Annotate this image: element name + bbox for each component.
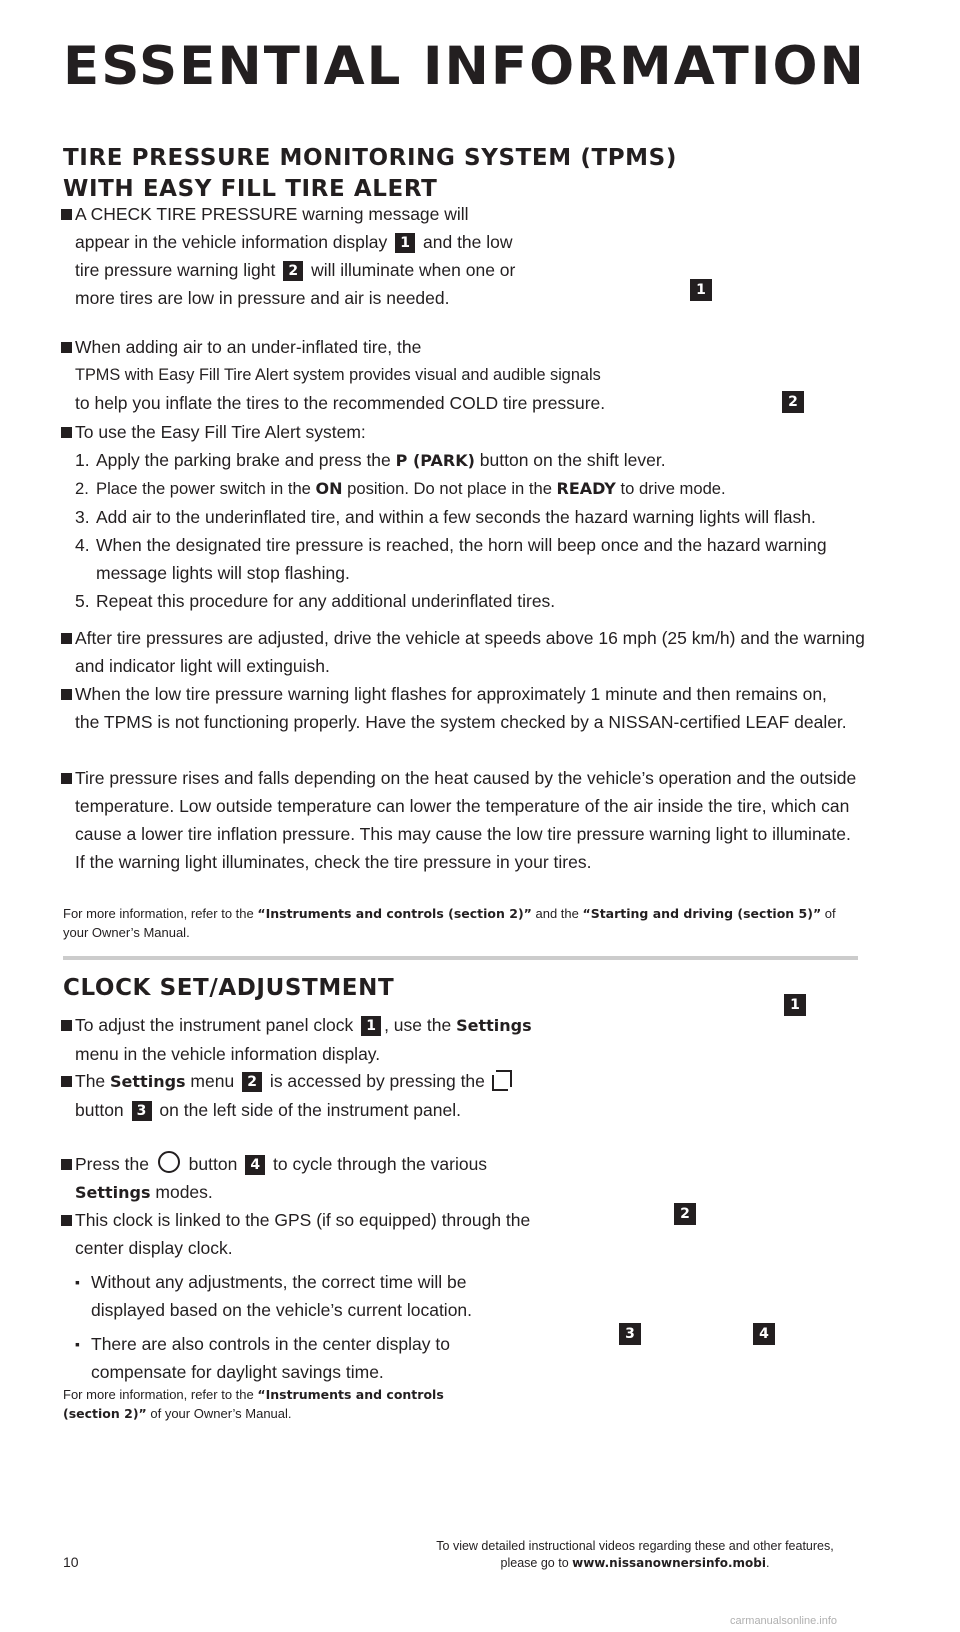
tpms-bullet-after-adjust: After tire pressures are adjusted, drive the vehicle at speeds above 16 mph (25 km/h) and the warning and indicator light will extinguish. — [75, 624, 865, 680]
tpms-bullet-warning-message — [75, 200, 525, 312]
step-number: 1. — [75, 450, 90, 470]
clock-text: , use the — [384, 1015, 457, 1035]
clock-section-title: CLOCK SET/ADJUSTMENT — [63, 975, 395, 1001]
clock-bullet-adjust — [75, 1011, 535, 1068]
callout-badge-3: 3 — [132, 1101, 152, 1121]
footer-line1: To view detailed instructional videos regarding these and other features, — [436, 1539, 834, 1553]
step-text: When the designated tire pressure is reached, the horn will beep once and the hazard warning message lights will stop flashing. — [96, 535, 827, 583]
step-text: Repeat this procedure for any additional underinflated tires. — [96, 591, 556, 611]
clock-text: button — [183, 1154, 243, 1174]
step-item — [75, 503, 870, 531]
step-text: to drive mode. — [615, 479, 726, 498]
step-bold: READY — [556, 479, 616, 498]
section-divider — [63, 956, 858, 960]
clock-text: menu in the vehicle information display. — [75, 1044, 381, 1064]
step-text: Add air to the underinflated tire, and within a few seconds the hazard warning lights will flash. — [96, 507, 816, 527]
clock-bullet-press-button — [75, 1150, 535, 1207]
footer-line2 — [310, 1555, 960, 1572]
tpms-title-line1: TIRE PRESSURE MONITORING SYSTEM (TPMS) — [63, 145, 677, 171]
callout-badge-1: 1 — [361, 1016, 381, 1036]
tpms-reference-note — [63, 904, 853, 942]
footer-note — [310, 1538, 960, 1572]
settings-bold: Settings — [75, 1183, 151, 1202]
tpms-figure-callout-2: 2 — [782, 391, 804, 413]
step-item — [75, 446, 870, 475]
tpms-b1-text2: and the low tire pressure warning light — [75, 232, 513, 280]
tpms-b3-intro: To use the Easy Fill Tire Alert system: — [75, 422, 366, 442]
ref-text: For more information, refer to the — [63, 1387, 258, 1402]
step-number: 2. — [75, 479, 89, 498]
step-bold: P (PARK) — [395, 451, 475, 470]
settings-bold: Settings — [110, 1072, 186, 1091]
step-text: position. Do not place in the — [342, 479, 557, 498]
tpms-title-line2: WITH EASY FILL TIRE ALERT — [63, 176, 438, 202]
tpms-bullet-easy-fill-steps — [75, 418, 870, 615]
ref-text: of your Owner’s Manual. — [63, 906, 836, 940]
step-text: button on the shift lever. — [474, 450, 666, 470]
clock-figure-callout-4: 4 — [753, 1323, 775, 1345]
tpms-section-title — [63, 143, 677, 205]
step-number: 3. — [75, 507, 90, 527]
clock-figure-callout-2: 2 — [674, 1203, 696, 1225]
footer-url-link[interactable]: www.nissanownersinfo.mobi — [572, 1556, 766, 1570]
clock-bullet-settings-menu — [75, 1067, 535, 1124]
ref-bold: “Starting and driving (section 5)” — [582, 906, 822, 921]
clock-text: To adjust the instrument panel clock — [75, 1015, 359, 1035]
tpms-b2-line3: to help you inflate the tires to the recommended COLD tire pressure. — [75, 393, 606, 413]
step-bold: ON — [315, 479, 343, 498]
watermark: carmanualsonline.info — [730, 1615, 838, 1627]
tpms-bullet-light-flashes: When the low tire pressure warning light flashes for approximately 1 minute and then remains on, the TPMS is not functioning properly. Have the system checked by a NISSAN-certified LEAF dealer. — [75, 680, 855, 736]
step-item — [75, 531, 870, 587]
footer-text: please go to — [500, 1556, 573, 1570]
clock-sub-bullet-daylight: ▪ There are also controls in the center display to compensate for daylight savings time. — [75, 1330, 545, 1386]
settings-bold: Settings — [456, 1016, 532, 1035]
callout-badge-1: 1 — [395, 233, 415, 253]
tpms-bullet-adding-air — [75, 333, 735, 417]
step-text: Apply the parking brake and press the — [96, 450, 396, 470]
clock-text: The — [75, 1071, 111, 1091]
round-button-icon — [158, 1151, 180, 1173]
tpms-b2-line1: When adding air to an under-inflated tire, the — [75, 337, 422, 357]
callout-badge-2: 2 — [242, 1072, 262, 1092]
step-number: 5. — [75, 591, 90, 611]
back-button-icon — [492, 1069, 512, 1091]
ref-bold: “Instruments and controls (section 2)” — [63, 1387, 444, 1421]
tpms-b2-line2: TPMS with Easy Fill Tire Alert system provides visual and audible signals — [75, 366, 601, 384]
clock-text: button — [75, 1100, 129, 1120]
clock-bullet-gps — [75, 1206, 545, 1386]
callout-badge-4: 4 — [245, 1155, 265, 1175]
step-item — [75, 475, 870, 503]
footer-text: . — [765, 1556, 770, 1570]
ref-bold: “Instruments and controls (section 2)” — [257, 906, 532, 921]
clock-b4-text: This clock is linked to the GPS (if so equipped) through the center display clock. — [75, 1210, 531, 1258]
callout-badge-2: 2 — [283, 261, 303, 281]
clock-text: menu — [185, 1071, 240, 1091]
clock-text: to cycle through the various — [268, 1154, 488, 1174]
clock-text: is accessed by pressing the — [265, 1071, 490, 1091]
step-item — [75, 587, 870, 615]
tpms-b1-text1: A CHECK TIRE PRESSURE warning message will appear in the vehicle information display — [75, 204, 469, 252]
page-number: 10 — [63, 1554, 79, 1570]
tpms-steps-list — [75, 446, 870, 615]
tpms-bullet-pressure-rises: Tire pressure rises and falls depending on the heat caused by the vehicle’s operation and the outside temperature. Low outside temperature can lower the temperature of the air inside the tire, which can cause a lower tire inflation pressure. This may cause the low tire pressure warning light to illuminate. If the warning light illuminates, check the tire pressure in your tires. — [75, 764, 865, 876]
tpms-figure-callout-1: 1 — [690, 279, 712, 301]
clock-reference-note — [63, 1385, 503, 1423]
ref-text: For more information, refer to the — [63, 906, 258, 921]
clock-figure-callout-1: 1 — [784, 994, 806, 1016]
step-number: 4. — [75, 535, 90, 555]
page-heading: ESSENTIAL INFORMATION — [63, 36, 866, 97]
clock-text: modes. — [150, 1182, 213, 1202]
clock-sub-bullet-location: ▪ Without any adjustments, the correct time will be displayed based on the vehicle’s current location. — [75, 1268, 545, 1324]
step-text: Place the power switch in the — [96, 479, 316, 498]
clock-figure-callout-3: 3 — [619, 1323, 641, 1345]
ref-text: of your Owner’s Manual. — [146, 1406, 292, 1421]
tpms-b1-text3: will illuminate when one or more tires are low in pressure and air is needed. — [75, 260, 516, 308]
clock-text: Press the — [75, 1154, 154, 1174]
ref-text: and the — [531, 906, 583, 921]
clock-text: on the left side of the instrument panel. — [154, 1100, 461, 1120]
